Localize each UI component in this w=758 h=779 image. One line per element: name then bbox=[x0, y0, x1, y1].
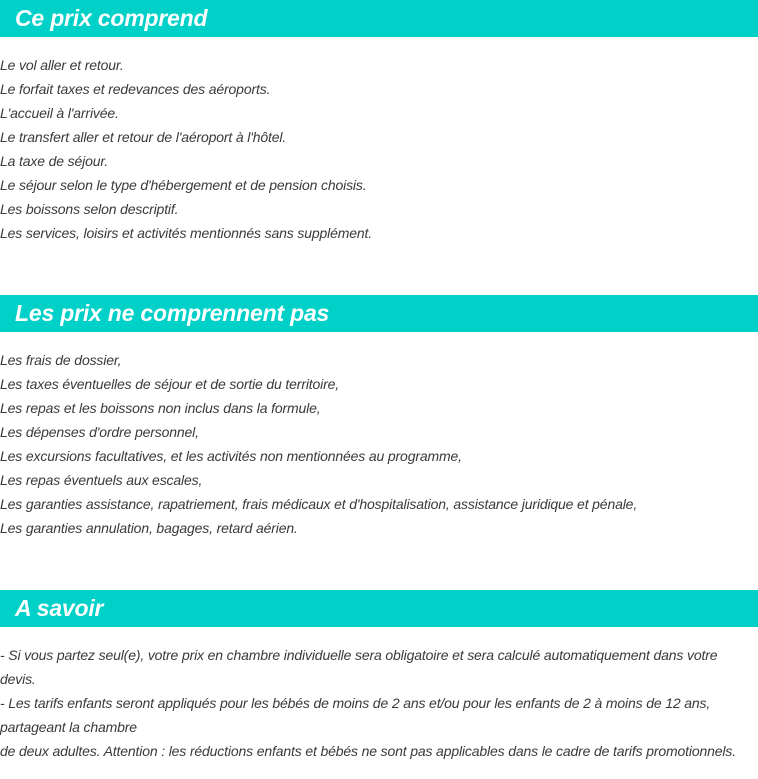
to-know-section-title: A savoir bbox=[15, 595, 104, 621]
list-item: Les repas éventuels aux escales, bbox=[0, 472, 203, 488]
excluded-section-header bbox=[0, 295, 758, 332]
note-children-rates-continued: de deux adultes. Attention : les réductions enfants et bébés ne sont pas applicables dans le cadre de tarifs promotionnels. bbox=[0, 743, 736, 759]
list-item: Les garanties assistance, rapatriement, frais médicaux et d'hospitalisation, assistance juridique et pénale, bbox=[0, 496, 638, 512]
excluded-list bbox=[0, 348, 758, 540]
list-item: Les frais de dossier, bbox=[0, 352, 122, 368]
excluded-section-title: Les prix ne comprennent pas bbox=[15, 300, 330, 326]
list-item: Le transfert aller et retour de l'aéroport à l'hôtel. bbox=[0, 129, 287, 145]
note-children-rates: - Les tarifs enfants seront appliqués pour les bébés de moins de 2 ans et/ou pour les enfants de 2 à moins de 12 ans, partageant la chambre bbox=[0, 695, 711, 735]
list-item: Les repas et les boissons non inclus dans la formule, bbox=[0, 400, 321, 416]
list-item: Le séjour selon le type d'hébergement et de pension choisis. bbox=[0, 177, 367, 193]
list-item: Les boissons selon descriptif. bbox=[0, 201, 179, 217]
list-item: Le forfait taxes et redevances des aéroports. bbox=[0, 81, 271, 97]
list-item: Les dépenses d'ordre personnel, bbox=[0, 424, 199, 440]
to-know-section-header bbox=[0, 590, 758, 627]
list-item: La taxe de séjour. bbox=[0, 153, 109, 169]
to-know-notes bbox=[0, 643, 756, 763]
included-section-header bbox=[0, 0, 758, 37]
included-section-title: Ce prix comprend bbox=[15, 5, 208, 31]
list-item: Les garanties annulation, bagages, retard aérien. bbox=[0, 520, 298, 536]
list-item: Les taxes éventuelles de séjour et de sortie du territoire, bbox=[0, 376, 340, 392]
list-item: Le vol aller et retour. bbox=[0, 57, 124, 73]
list-item: Les excursions facultatives, et les activités non mentionnées au programme, bbox=[0, 448, 462, 464]
list-item: L'accueil à l'arrivée. bbox=[0, 105, 119, 121]
note-single-room: - Si vous partez seul(e), votre prix en chambre individuelle sera obligatoire et sera calculé automatiquement dans votre devis. bbox=[0, 647, 718, 687]
included-list bbox=[0, 53, 758, 245]
list-item: Les services, loisirs et activités mentionnés sans supplément. bbox=[0, 225, 372, 241]
